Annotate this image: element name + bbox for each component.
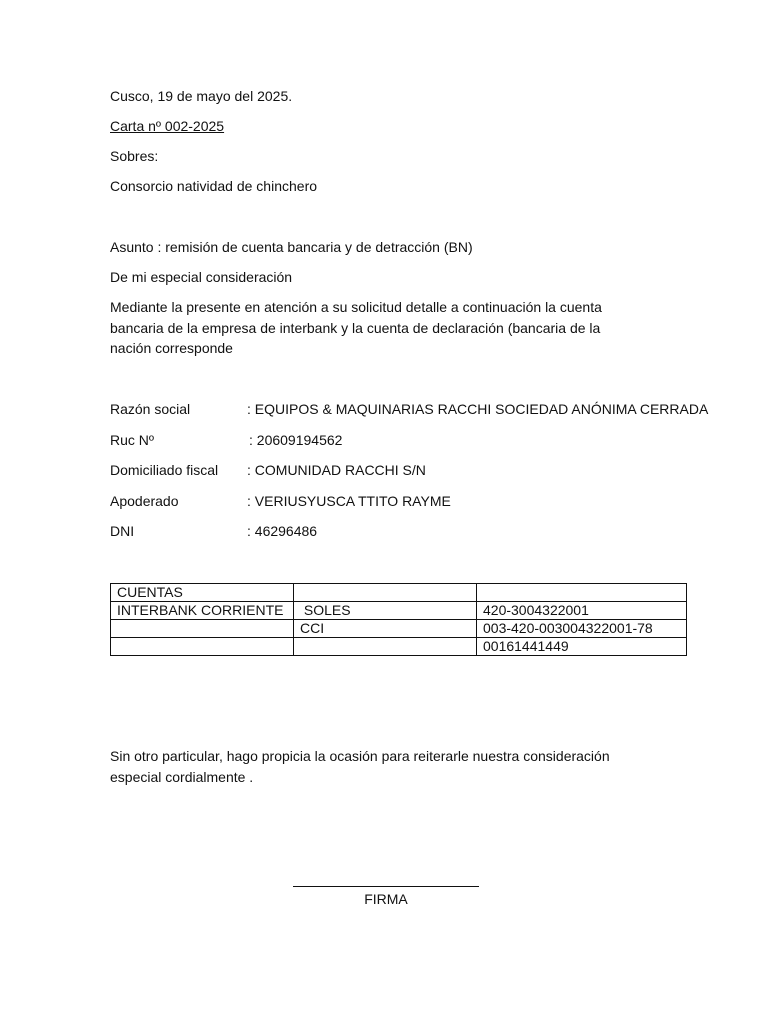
letter-number: Carta nº 002-2025 [110, 118, 225, 134]
table-cell [111, 620, 294, 638]
recipient: Consorcio natividad de chinchero [110, 178, 318, 194]
closing-line: especial cordialmente . [110, 768, 254, 785]
razon-social-value: : EQUIPOS & MAQUINARIAS RACCHI SOCIEDAD ANÓNIMA CERRADA [247, 401, 709, 417]
table-row [111, 620, 687, 638]
domicilio-value: : COMUNIDAD RACCHI S/N [247, 462, 426, 478]
intro-paragraph [110, 297, 650, 359]
table-cell: CCI [294, 620, 477, 638]
dni-value: : 46296486 [247, 523, 318, 539]
razon-social-label: Razón social [110, 401, 191, 417]
accounts-table [110, 583, 687, 656]
domicilio-label: Domiciliado fiscal [110, 462, 219, 478]
closing-paragraph [110, 746, 650, 787]
intro-line: bancaria de la empresa de interbank y la cuenta de declaración (bancaria de la [110, 319, 601, 336]
signature-label: FIRMA [364, 891, 408, 907]
table-cell: 420-3004322001 [477, 602, 687, 620]
table-row [111, 638, 687, 656]
table-cell: CUENTAS [111, 584, 294, 602]
signature-line [293, 886, 479, 887]
envelope-label: Sobres: [110, 148, 159, 164]
subject: Asunto : remisión de cuenta bancaria y de detracción (BN) [110, 239, 473, 255]
apoderado-label: Apoderado [110, 493, 179, 509]
intro-line: Mediante la presente en atención a su solicitud detalle a continuación la cuenta [110, 299, 602, 315]
table-cell [111, 638, 294, 656]
table-cell: 003-420-003004322001-78 [477, 620, 687, 638]
intro-line: nación corresponde [110, 340, 233, 356]
closing-line: Sin otro particular, hago propicia la ocasión para reiterarle nuestra consideración [110, 748, 610, 764]
dni-label: DNI [110, 523, 135, 539]
greeting: De mi especial consideración [110, 269, 293, 285]
place-date: Cusco, 19 de mayo del 2025. [110, 88, 293, 104]
table-cell [477, 584, 687, 602]
apoderado-value: : VERIUSYUSCA TTITO RAYME [247, 493, 451, 509]
table-cell [294, 638, 477, 656]
table-cell: INTERBANK CORRIENTE [111, 602, 294, 620]
ruc-label: Ruc Nº [110, 432, 155, 448]
table-row [111, 602, 687, 620]
ruc-value: : 20609194562 [249, 432, 343, 448]
table-cell: 00161441449 [477, 638, 687, 656]
table-cell [294, 584, 477, 602]
table-cell: SOLES [294, 602, 477, 620]
table-row [111, 584, 687, 602]
